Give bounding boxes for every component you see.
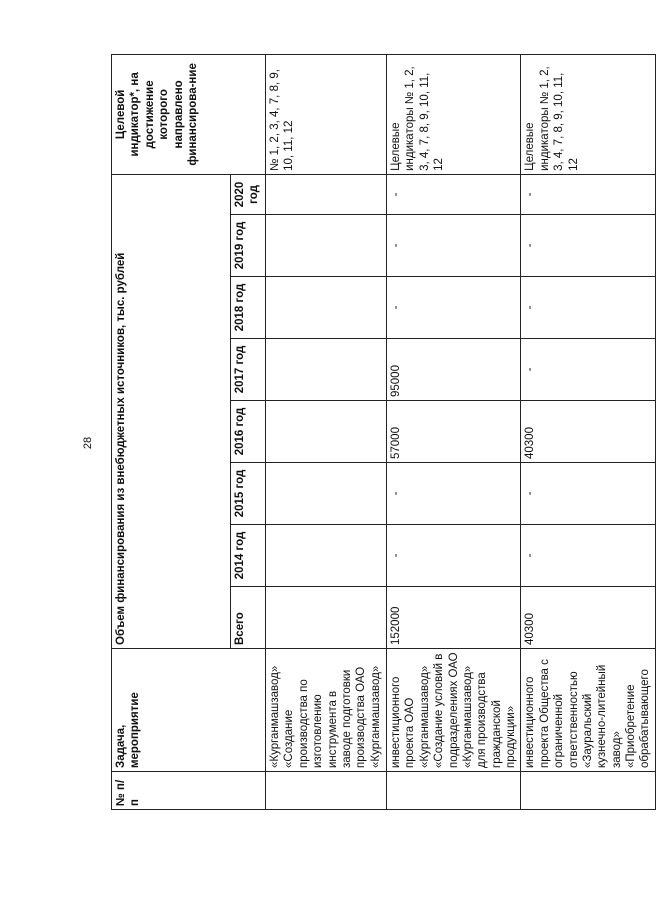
row-num: [521, 772, 655, 810]
header-year: 2015 год: [231, 463, 266, 525]
header-year: 2017 год: [231, 339, 266, 401]
rotated-table-container: [111, 55, 652, 810]
row-value: -: [521, 463, 655, 525]
row-value: [266, 277, 387, 339]
row-value: 95000: [387, 339, 521, 401]
row-value: 40300: [521, 401, 655, 463]
header-year: Всего: [231, 587, 266, 649]
row-task: инвестиционного проекта Общества с ограниченной ответственностью «Зауральский кузнечно-литейный завод» «Приобретение обрабатывающего: [521, 649, 655, 772]
row-task: «Курганмашзавод» «Создание производства по изготовлению инструмента в заводе подготовки производства ОАО «Курганмашзавод»: [266, 649, 387, 772]
row-value: -: [387, 174, 521, 214]
row-value: -: [387, 463, 521, 525]
table-row: [521, 54, 655, 809]
row-value: -: [521, 525, 655, 587]
row-value: [266, 174, 387, 214]
row-value: [266, 339, 387, 401]
table-row: [387, 54, 521, 809]
row-num: [387, 772, 521, 810]
row-value: 40300: [521, 587, 655, 649]
header-volume: Объем финансирования из внебюджетных источников, тыс. рублей: [112, 174, 231, 648]
row-value: [266, 401, 387, 463]
header-year: 2014 год: [231, 525, 266, 587]
row-indicator: Целевые индикаторы № 1, 2, 3, 4, 7, 8, 9, 10, 11, 12: [521, 54, 655, 174]
row-value: -: [387, 277, 521, 339]
financing-table: [111, 54, 656, 810]
row-value: -: [521, 277, 655, 339]
row-task: инвестиционного проекта ОАО «Курганмашзавод» «Создание условий в подразделениях ОАО «Курганмашзавод» для производства гражданской продукции»: [387, 649, 521, 772]
row-value: -: [387, 525, 521, 587]
row-value: [266, 463, 387, 525]
header-year: 2016 год: [231, 401, 266, 463]
header-indicator: Целевой индикатор*, на достижение которого направлено финансирова-ние: [112, 54, 266, 174]
row-indicator: № 1, 2, 3, 4, 7, 8, 9, 10, 11, 12: [266, 54, 387, 174]
header-num: № п/п: [112, 772, 266, 810]
table-row: [266, 54, 387, 809]
row-value: -: [387, 215, 521, 277]
header-year: 2020 год: [231, 174, 266, 214]
row-value: -: [521, 339, 655, 401]
row-value: [266, 215, 387, 277]
row-value: -: [521, 174, 655, 214]
row-value: [266, 525, 387, 587]
row-value: 57000: [387, 401, 521, 463]
row-value: -: [521, 215, 655, 277]
row-indicator: Целевые индикаторы № 1, 2, 3, 4, 7, 8, 9, 10, 11, 12: [387, 54, 521, 174]
header-task: Задача, мероприятие: [112, 649, 266, 772]
row-num: [266, 772, 387, 810]
header-year: 2019 год: [231, 215, 266, 277]
row-value: 152000: [387, 587, 521, 649]
header-year: 2018 год: [231, 277, 266, 339]
row-value: [266, 587, 387, 649]
page-number: 28: [82, 436, 95, 450]
